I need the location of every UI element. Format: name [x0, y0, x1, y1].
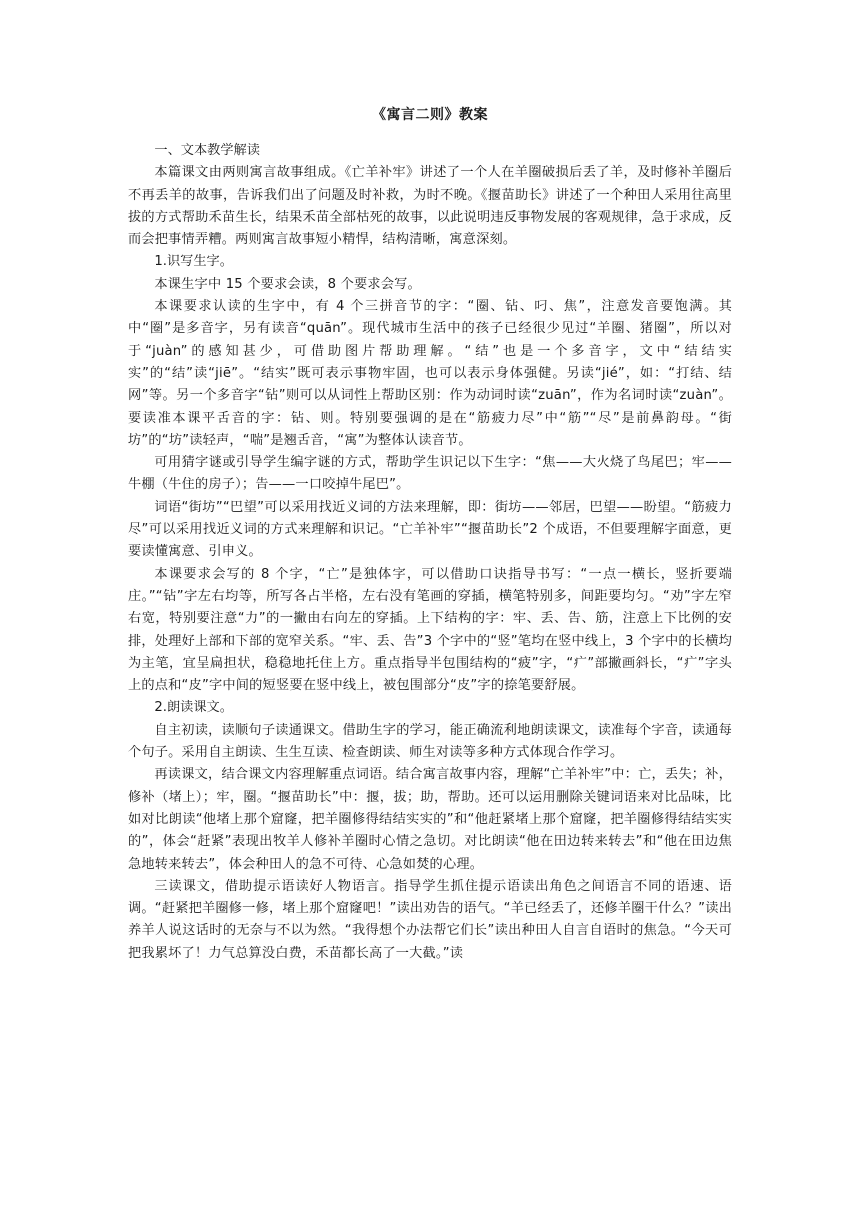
- paragraph-second-reading: 再读课文，结合课文内容理解重点词语。结合寓言故事内容，理解“亡羊补牢”中：亡，丢失；补，修补（堵上）；牢，圈。“揠苗助长”中：揠，拔；助，帮助。还可以运用删除关键词语来对比品味，比如对比朗读“他堵上那个窟窿，把羊圈修得结结实实的”和“他赶紧堵上那个窟窿，把羊圈修得结结实实的”，体会“赶紧”表现出牧羊人修补羊圈时心情之急切。对比朗读“他在田边转来转去”和“他在田边焦急地转来转去”，体会种田人的急不可待、心急如焚的心理。: [128, 767, 732, 872]
- paragraph-vocabulary: 词语“街坊”“巴望”可以采用找近义词的方法来理解，即：街坊——邻居，巴望——盼望。“筋疲力尽”可以采用找近义词的方式来理解和识记。“亡羊补牢”“揠苗助长”2 个成语，不但要理解字面意，更要读懂寓意、引申义。: [128, 499, 732, 560]
- intro-paragraph: 本篇课文由两则寓言故事组成。《亡羊补牢》讲述了一个人在羊圈破损后丢了羊，及时修补羊圈后不再丢羊的故事，告诉我们出了问题及时补救，为时不晚。《揠苗助长》讲述了一个种田人采用往高里拔的方式帮助禾苗生长，结果禾苗全部枯死的故事，以此说明违反事物发展的客观规律，急于求成，反而会把事情弄糟。两则寓言故事短小精悍，结构清晰，寓意深刻。: [128, 165, 732, 248]
- paragraph-first-reading: 自主初读，读顺句子读通课文。借助生字的学习，能正确流利地朗读课文，读准每个字音，读通每个句子。采用自主朗读、生生互读、检查朗读、师生对读等多种方式体现合作学习。: [128, 722, 732, 761]
- document-title: 《寓言二则》教案: [372, 107, 488, 123]
- document-body: [128, 104, 732, 965]
- paragraph-pronunciation: 本课要求认读的生字中，有 4 个三拼音节的字：“圈、钻、叼、焦”，注意发音要饱满。其中“圈”是多音字，另有读音“quān”。现代城市生活中的孩子已经很少见过“羊圈、猪圈”，所以对于“juàn”的感知甚少，可借助图片帮助理解。“结”也是一个多音字，文中“结结实实”的“结”读“jiē”。“结实”既可表示事物牢固，也可以表示身体强健。另读“jié”，如：“打结、结网”等。另一个多音字“钻”则可以从词性上帮助区别：作为动词时读“zuān”，作为名词时读“zuàn”。要读准本课平舌音的字：钻、则。特别要强调的是在“筋疲力尽”中“筋”“尽”是前鼻韵母。“街坊”的“坊”读轻声，“喘”是翘舌音，“寓”为整体认读音节。: [128, 299, 732, 448]
- paragraph-third-reading: 三读课文，借助提示语读好人物语言。指导学生抓住提示语读出角色之间语言不同的语速、语调。“赶紧把羊圈修一修，堵上那个窟窿吧！”读出劝告的语气。“羊已经丢了，还修羊圈干什么？”读出养羊人说这话时的无奈与不以为然。“我得想个办法帮它们长”读出种田人自言自语时的焦急。“今天可把我累坏了！力气总算没白费，禾苗都长高了一大截。”读: [128, 878, 732, 961]
- paragraph-writing-guidance: 本课要求会写的 8 个字，“亡”是独体字，可以借助口诀指导书写：“一点一横长，竖折要端庄。”“钻”字左右均等，所写各占半格，左右没有笔画的穿插，横笔特别多，间距要均匀。“劝”字左窄右宽，特别要注意“力”的一撇由右向左的穿插。上下结构的字：牢、丢、告、筋，注意上下比例的安排，处理好上部和下部的宽窄关系。“牢、丢、告”3 个字中的“竖”笔均在竖中线上，3 个字中的长横均为主笔，宜呈扁担状，稳稳地托住上方。重点指导半包围结构的“疲”字，“疒”部撇画斜长，“疒”字头上的点和“皮”字中间的短竖要在竖中线上，被包围部分“皮”字的捺笔要舒展。: [128, 566, 732, 694]
- subheading-reading: 2.朗读课文。: [154, 700, 233, 716]
- section-heading-text-analysis: 一、文本教学解读: [154, 143, 260, 158]
- paragraph-riddles: 可用猜字谜或引导学生编字谜的方式，帮助学生识记以下生字：“焦——大火烧了鸟尾巴；牢——牛棚（牛住的房子）；告——一口咬掉牛尾巴”。: [128, 455, 732, 493]
- subheading-characters: 1.识写生字。: [154, 254, 233, 270]
- paragraph-character-count: 本课生字中 15 个要求会读，8 个要求会写。: [154, 276, 421, 292]
